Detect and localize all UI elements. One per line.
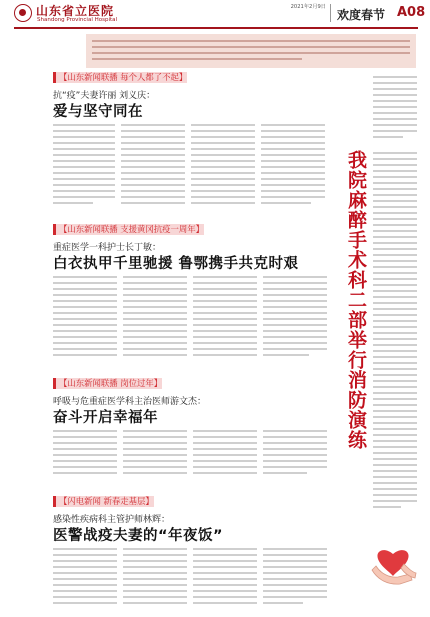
article-text-line: [53, 300, 117, 302]
article-text-line: [121, 166, 185, 168]
article-text-line: [373, 118, 417, 120]
article-text-line: [373, 130, 417, 132]
article-text-line: [261, 148, 325, 150]
article-text-line: [193, 548, 257, 550]
article-body: [53, 546, 327, 612]
article-text-line: [123, 354, 187, 356]
article-text-line: [193, 584, 257, 586]
article-text-line: [53, 448, 117, 450]
article-text-line: [263, 442, 327, 444]
article-text-line: [191, 202, 255, 204]
masthead-title: 山东省立医院: [36, 4, 115, 18]
intro-banner-text: [92, 52, 410, 54]
article-text-line: [53, 324, 117, 326]
article-body: [53, 274, 327, 364]
article-text-line: [373, 446, 417, 448]
article-text-line: [193, 566, 257, 568]
article-text-line: [373, 152, 417, 154]
article-text-line: [263, 560, 327, 562]
intro-banner-text: [92, 46, 410, 48]
article-text-line: [263, 472, 307, 474]
article-text-line: [263, 566, 327, 568]
article-text-line: [263, 300, 327, 302]
article-text-line: [123, 472, 187, 474]
article-text-line: [193, 282, 257, 284]
article-text-line: [373, 248, 417, 250]
article-text-line: [53, 148, 115, 150]
article-text-line: [193, 554, 257, 556]
article-text-line: [191, 190, 255, 192]
article-text-line: [121, 160, 185, 162]
article-text-line: [123, 548, 187, 550]
article-text-line: [373, 434, 417, 436]
article-text-line: [193, 472, 257, 474]
article-text-line: [373, 440, 417, 442]
article-text-line: [191, 142, 255, 144]
article-text-line: [191, 178, 255, 180]
article-text-line: [261, 142, 325, 144]
article-text-line: [373, 368, 417, 370]
article-text-line: [53, 336, 117, 338]
article-text-line: [123, 572, 187, 574]
article-text-line: [373, 380, 417, 382]
article-text-line: [263, 276, 327, 278]
article-text-line: [263, 342, 327, 344]
article-text-line: [53, 318, 117, 320]
article-text-line: [53, 590, 117, 592]
article-text-line: [121, 130, 185, 132]
article-text-line: [53, 430, 117, 432]
article-text-line: [123, 566, 187, 568]
article-text-line: [53, 312, 117, 314]
article-text-line: [193, 448, 257, 450]
article-text-line: [373, 254, 417, 256]
article-text-line: [53, 466, 117, 468]
section-name: 欢度春节: [337, 8, 386, 22]
section-label: 【闪电新闻 新春走基层】: [53, 496, 154, 507]
article-text-line: [263, 354, 309, 356]
article-text-line: [121, 172, 185, 174]
article-text-line: [373, 290, 417, 292]
article-text-line: [373, 320, 417, 322]
article-text-line: [193, 294, 257, 296]
article-text-line: [193, 336, 257, 338]
article-text-line: [53, 136, 115, 138]
article-text-line: [53, 436, 117, 438]
article-text-line: [373, 302, 417, 304]
article-text-line: [193, 602, 257, 604]
article-text-line: [373, 136, 403, 138]
masthead-subtitle: Shandong Provincial Hospital: [37, 17, 118, 23]
page-number: A08: [397, 5, 426, 20]
article-text-line: [263, 430, 327, 432]
article-text-line: [263, 324, 327, 326]
article-text-line: [121, 202, 185, 204]
article-text-line: [263, 348, 327, 350]
side-article-body: [373, 150, 419, 520]
article-text-line: [123, 554, 187, 556]
article-text-line: [373, 482, 417, 484]
section-label: 【山东新闻联播 岗位过年】: [53, 378, 162, 389]
article-text-line: [193, 306, 257, 308]
article-text-line: [373, 494, 417, 496]
article-text-line: [121, 148, 185, 150]
article-text-line: [123, 288, 187, 290]
article-text-line: [261, 202, 311, 204]
article-text-line: [53, 560, 117, 562]
article-text-line: [193, 590, 257, 592]
article-text-line: [261, 184, 325, 186]
article-text-line: [263, 584, 327, 586]
article-text-line: [373, 338, 417, 340]
article-text-line: [121, 190, 185, 192]
article-text-line: [123, 442, 187, 444]
article-text-line: [263, 554, 327, 556]
article-text-line: [373, 164, 417, 166]
article-text-line: [123, 430, 187, 432]
article-text-line: [263, 548, 327, 550]
article-text-line: [53, 282, 117, 284]
article-text-line: [193, 354, 257, 356]
article-text-line: [373, 212, 417, 214]
article-text-line: [191, 124, 255, 126]
article-text-line: [193, 276, 257, 278]
article-text-line: [191, 136, 255, 138]
article-text-line: [123, 578, 187, 580]
section-dek: 重症医学一科护士长丁敏：: [53, 243, 162, 253]
article-text-line: [123, 602, 187, 604]
article-text-line: [193, 330, 257, 332]
article-text-line: [193, 300, 257, 302]
article-text-line: [123, 560, 187, 562]
article-text-line: [263, 466, 327, 468]
intro-banner: [86, 34, 416, 68]
intro-banner-text: [92, 58, 302, 60]
article-text-line: [373, 386, 417, 388]
article-text-line: [373, 422, 417, 424]
section-label: 【山东新闻联播 支援黄冈抗疫一周年】: [53, 224, 204, 235]
article-text-line: [53, 472, 117, 474]
article-text-line: [261, 160, 325, 162]
article-text-line: [53, 178, 115, 180]
section-headline: 白衣执甲千里驰援 鲁鄂携手共克时艰: [53, 256, 299, 272]
article-text-line: [53, 184, 115, 186]
article-text-line: [373, 158, 417, 160]
article-text-line: [373, 100, 417, 102]
article-text-line: [121, 178, 185, 180]
article-text-line: [373, 296, 417, 298]
article-text-line: [53, 172, 115, 174]
article-text-line: [193, 466, 257, 468]
article-text-line: [123, 348, 187, 350]
article-text-line: [261, 196, 325, 198]
article-text-line: [373, 452, 417, 454]
section-dek: 感染性疾病科主管护师林辉：: [53, 515, 171, 525]
article-text-line: [123, 466, 187, 468]
article-text-line: [373, 194, 417, 196]
article-text-line: [123, 300, 187, 302]
article-text-line: [373, 170, 417, 172]
article-text-line: [263, 454, 327, 456]
article-text-line: [261, 166, 325, 168]
article-text-line: [373, 206, 417, 208]
header-divider: [330, 4, 331, 22]
article-text-line: [373, 374, 417, 376]
article-text-line: [53, 202, 93, 204]
article-text-line: [373, 416, 417, 418]
article-text-line: [123, 324, 187, 326]
page-header: [0, 0, 430, 28]
article-text-line: [263, 330, 327, 332]
article-text-line: [193, 436, 257, 438]
article-body: [53, 122, 327, 212]
section-dek: 抗“疫”夫妻许丽 刘义庆：: [53, 91, 156, 101]
article-text-line: [373, 500, 417, 502]
article-text-line: [123, 448, 187, 450]
article-text-line: [123, 596, 187, 598]
article-text-line: [53, 288, 117, 290]
article-text-line: [191, 154, 255, 156]
article-text-line: [373, 230, 417, 232]
article-text-line: [123, 342, 187, 344]
article-text-line: [373, 326, 417, 328]
article-text-line: [123, 282, 187, 284]
article-text-line: [373, 236, 417, 238]
article-text-line: [53, 306, 117, 308]
article-text-line: [263, 578, 327, 580]
article-text-line: [263, 590, 327, 592]
article-text-line: [53, 548, 117, 550]
article-text-line: [191, 130, 255, 132]
article-text-line: [373, 308, 417, 310]
article-text-line: [373, 278, 417, 280]
article-text-line: [373, 410, 417, 412]
article-text-line: [263, 282, 327, 284]
article-text-line: [373, 224, 417, 226]
article-text-line: [261, 190, 325, 192]
article-text-line: [263, 312, 327, 314]
article-text-line: [123, 294, 187, 296]
article-text-line: [53, 142, 115, 144]
article-text-line: [193, 572, 257, 574]
article-text-line: [193, 560, 257, 562]
article-text-line: [193, 342, 257, 344]
article-text-line: [53, 596, 117, 598]
article-text-line: [261, 136, 325, 138]
article-text-line: [53, 276, 117, 278]
article-text-line: [193, 430, 257, 432]
intro-banner-text: [92, 40, 410, 42]
article-text-line: [191, 184, 255, 186]
article-text-line: [373, 88, 417, 90]
article-text-line: [373, 404, 417, 406]
hospital-seal-icon: [14, 4, 32, 22]
article-text-line: [53, 294, 117, 296]
article-text-line: [373, 188, 417, 190]
article-text-line: [123, 590, 187, 592]
article-text-line: [263, 336, 327, 338]
article-text-line: [193, 454, 257, 456]
article-text-line: [373, 350, 417, 352]
article-text-line: [263, 448, 327, 450]
section-label: 【山东新闻联播 每个人都了不起】: [53, 72, 187, 83]
article-text-line: [191, 172, 255, 174]
article-text-line: [373, 464, 417, 466]
article-text-line: [53, 342, 117, 344]
article-text-line: [193, 288, 257, 290]
article-text-line: [53, 460, 117, 462]
article-text-line: [123, 336, 187, 338]
article-text-line: [373, 112, 417, 114]
article-text-line: [193, 596, 257, 598]
section-headline: 奋斗开启幸福年: [53, 410, 158, 426]
article-text-line: [263, 306, 327, 308]
article-text-line: [53, 196, 115, 198]
article-text-line: [123, 306, 187, 308]
article-text-line: [53, 354, 117, 356]
article-text-line: [373, 82, 417, 84]
article-text-line: [53, 566, 117, 568]
article-text-line: [191, 196, 255, 198]
article-text-line: [373, 458, 417, 460]
article-text-line: [191, 148, 255, 150]
article-text-line: [53, 160, 115, 162]
article-text-line: [373, 218, 417, 220]
article-text-line: [373, 182, 417, 184]
article-text-line: [193, 318, 257, 320]
article-text-line: [373, 428, 417, 430]
article-text-line: [373, 76, 417, 78]
article-text-line: [373, 356, 417, 358]
article-text-line: [123, 460, 187, 462]
article-text-line: [373, 314, 417, 316]
article-text-line: [53, 602, 117, 604]
article-text-line: [193, 324, 257, 326]
article-text-line: [263, 288, 327, 290]
article-text-line: [261, 178, 325, 180]
section-headline: 爱与坚守同在: [53, 104, 143, 120]
article-text-line: [373, 344, 417, 346]
article-text-line: [373, 398, 417, 400]
article-text-line: [263, 318, 327, 320]
section-headline: 医警战疫夫妻的“年夜饭”: [53, 528, 224, 544]
article-text-line: [263, 460, 327, 462]
article-text-line: [373, 476, 417, 478]
article-text-line: [53, 554, 117, 556]
article-text-line: [373, 176, 417, 178]
hands-holding-heart-icon: [366, 528, 420, 588]
article-text-line: [373, 506, 401, 508]
article-text-line: [121, 136, 185, 138]
article-text-line: [53, 578, 117, 580]
issue-date-line: 2021年2月9日: [290, 4, 326, 10]
article-body: [53, 428, 327, 488]
article-text-line: [373, 488, 417, 490]
article-text-line: [123, 436, 187, 438]
issue-date: [282, 3, 326, 11]
article-text-line: [373, 124, 417, 126]
article-text-line: [193, 312, 257, 314]
header-rule: [14, 27, 418, 29]
article-text-line: [263, 294, 327, 296]
article-text-line: [193, 460, 257, 462]
article-text-line: [121, 142, 185, 144]
article-text-line: [263, 572, 327, 574]
article-text-line: [373, 362, 417, 364]
article-text-line: [261, 172, 325, 174]
article-text-line: [373, 106, 417, 108]
article-text-line: [53, 124, 115, 126]
article-text-line: [373, 470, 417, 472]
article-text-line: [373, 260, 417, 262]
article-text-line: [263, 602, 303, 604]
article-text-line: [53, 166, 115, 168]
article-text-line: [373, 266, 417, 268]
article-text-line: [191, 160, 255, 162]
article-text-line: [373, 332, 417, 334]
article-text-line: [373, 200, 417, 202]
article-text-line: [373, 272, 417, 274]
article-text-line: [123, 318, 187, 320]
article-text-line: [261, 154, 325, 156]
article-text-line: [121, 184, 185, 186]
article-text-line: [53, 584, 117, 586]
article-text-line: [261, 124, 325, 126]
article-text-line: [121, 154, 185, 156]
article-text-line: [193, 348, 257, 350]
article-text-line: [123, 312, 187, 314]
article-text-line: [193, 442, 257, 444]
article-text-line: [53, 348, 117, 350]
article-text-line: [123, 330, 187, 332]
article-text-line: [123, 276, 187, 278]
article-text-line: [263, 596, 327, 598]
article-text-line: [123, 454, 187, 456]
article-text-line: [373, 94, 417, 96]
article-text-line: [53, 154, 115, 156]
article-text-line: [373, 284, 417, 286]
article-text-line: [263, 436, 327, 438]
side-article-title: 我院麻醉手术科二部举行消防演练: [345, 150, 367, 450]
article-text-line: [121, 124, 185, 126]
article-text-line: [261, 130, 325, 132]
article-text-line: [53, 330, 117, 332]
article-text-line: [53, 572, 117, 574]
article-text-line: [53, 442, 117, 444]
article-text-line: [193, 578, 257, 580]
article-text-line: [53, 190, 115, 192]
article-text-line: [121, 196, 185, 198]
article-text-line: [191, 166, 255, 168]
article-text-line: [373, 242, 417, 244]
side-article-intro: [373, 74, 419, 144]
section-dek: 呼吸与危重症医学科主治医师游文杰：: [53, 397, 207, 407]
article-text-line: [123, 584, 187, 586]
article-text-line: [373, 392, 417, 394]
article-text-line: [53, 130, 115, 132]
article-text-line: [53, 454, 117, 456]
